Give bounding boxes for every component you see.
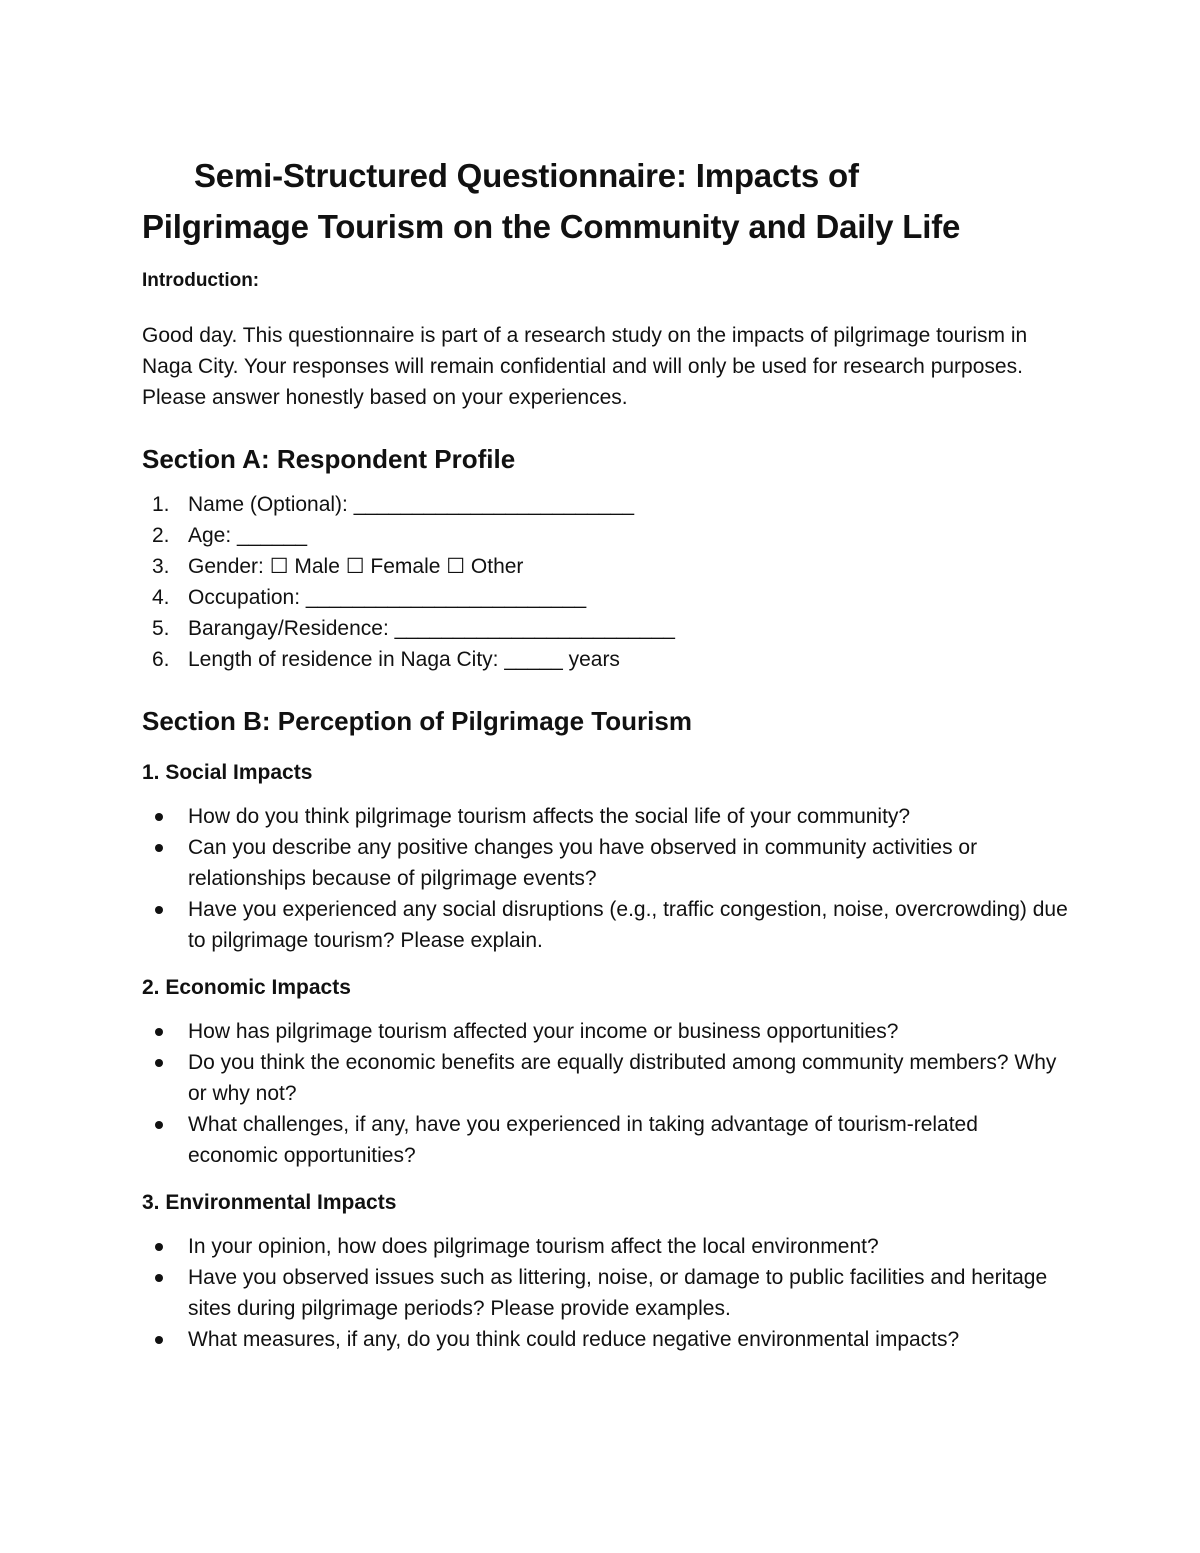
profile-item-number: 4. [152,586,170,609]
social-impacts-questions [142,801,1082,956]
economic-impacts-heading: 2. Economic Impacts [142,976,351,999]
question-text: In your opinion, how does pilgrimage tourism affect the local environment? [188,1235,879,1258]
environmental-impacts-questions [142,1231,1082,1355]
profile-item-text: Occupation: ________________________ [188,586,587,609]
bullet-icon [155,1059,163,1067]
profile-item-text: Name (Optional): ________________________ [188,493,635,516]
profile-item-text: Gender: ☐ Male ☐ Female ☐ Other [188,555,524,578]
profile-item [142,582,1082,613]
question-text: Can you describe any positive changes you have observed in community activities or relationships because of pilgrimage events? [188,836,978,890]
document-title [142,150,1082,252]
question-text: How has pilgrimage tourism affected your income or business opportunities? [188,1020,899,1043]
profile-item [142,613,1082,644]
profile-item-text: Length of residence in Naga City: _____ years [188,648,620,671]
question-text: What measures, if any, do you think could reduce negative environmental impacts? [188,1328,960,1351]
question-item [142,1231,1068,1262]
question-item [142,832,1068,894]
question-text: Do you think the economic benefits are equally distributed among community members? Why or why not? [188,1051,1057,1105]
document-page [142,150,1082,1355]
question-text: What challenges, if any, have you experienced in taking advantage of tourism-related economic opportunities? [188,1113,978,1167]
profile-item-number: 1. [152,493,170,516]
title-line-2: Pilgrimage Tourism on the Community and Daily Life [142,208,961,245]
section-a-heading: Section A: Respondent Profile [142,444,516,474]
question-item [142,1047,1068,1109]
bullet-icon [155,1121,163,1129]
question-item [142,1324,1068,1355]
bullet-icon [155,1028,163,1036]
profile-item-number: 6. [152,648,170,671]
introduction-text: Good day. This questionnaire is part of a research study on the impacts of pilgrimage tourism in Naga City. Your responses will remain confidential and will only be used for research purposes. Please answer honestly based on your experiences. [142,324,1028,409]
profile-item-number: 5. [152,617,170,640]
question-item [142,1109,1068,1171]
social-impacts-heading: 1. Social Impacts [142,761,313,784]
question-item [142,1016,1068,1047]
bullet-icon [155,906,163,914]
section-b-heading: Section B: Perception of Pilgrimage Tourism [142,706,692,736]
profile-item [142,551,1082,582]
profile-item [142,644,1082,675]
profile-item [142,489,1082,520]
question-text: Have you experienced any social disruptions (e.g., traffic congestion, noise, overcrowding) due to pilgrimage tourism? Please explain. [188,898,1068,952]
bullet-icon [155,1336,163,1344]
introduction-heading: Introduction: [142,270,260,291]
question-item [142,894,1068,956]
profile-item-number: 3. [152,555,170,578]
profile-item-text: Barangay/Residence: ________________________ [188,617,675,640]
profile-item-number: 2. [152,524,170,547]
question-text: How do you think pilgrimage tourism affects the social life of your community? [188,805,911,828]
title-line-1: Semi-Structured Questionnaire: Impacts of [194,157,859,194]
question-text: Have you observed issues such as littering, noise, or damage to public facilities and heritage sites during pilgrimage periods? Please provide examples. [188,1266,1048,1320]
environmental-impacts-heading: 3. Environmental Impacts [142,1191,397,1214]
profile-item-text: Age: ______ [188,524,308,547]
respondent-profile-list [142,489,1082,675]
bullet-icon [155,1274,163,1282]
bullet-icon [155,844,163,852]
profile-item [142,520,1082,551]
economic-impacts-questions [142,1016,1082,1171]
question-item [142,801,1068,832]
bullet-icon [155,813,163,821]
question-item [142,1262,1068,1324]
bullet-icon [155,1243,163,1251]
